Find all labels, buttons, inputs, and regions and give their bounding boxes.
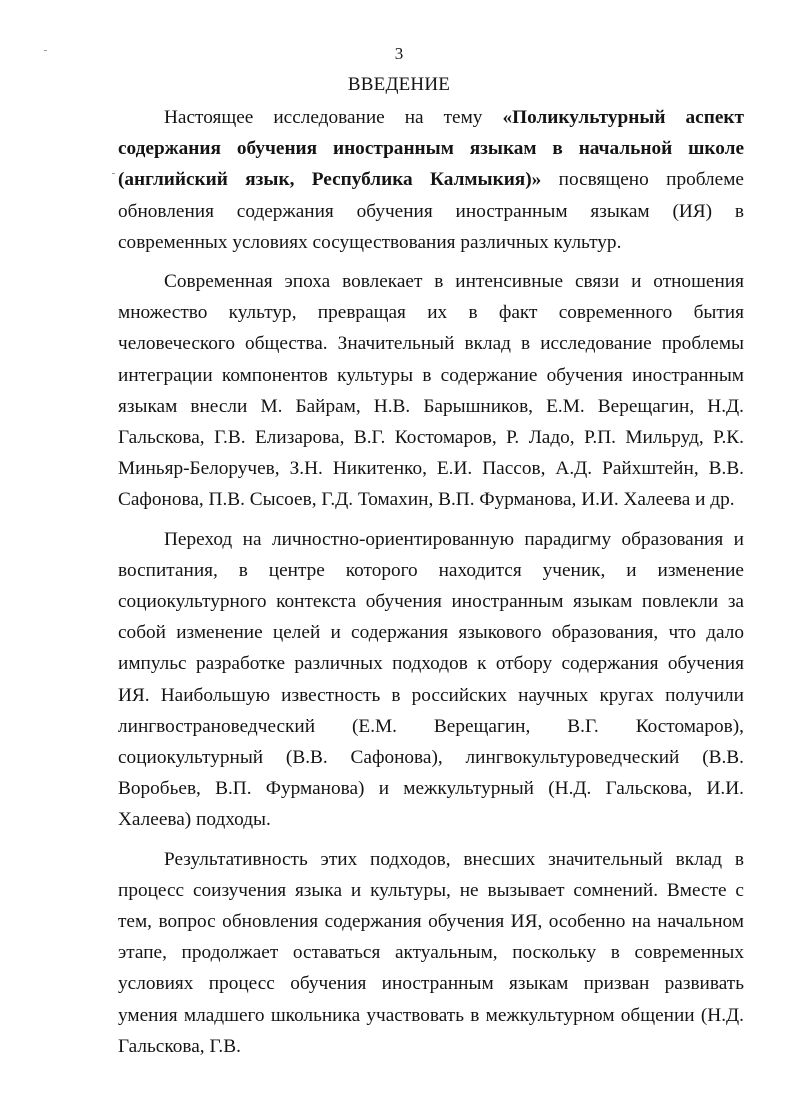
paragraph-approaches-results: Результативность этих подходов, внесших значительный вклад в процесс соизучения языка и культуры, не вызывает сомнений. Вместе с тем, вопрос обновления содержания обучения ИЯ, особенно на начальном этапе, продолжает оставаться актуальным, поскольку в современных условиях процесс обучения иностранным языкам призван развивать умения младшего школьника участвовать в межкультурном общении (Н.Д. Гальскова, Г.В. bbox=[118, 848, 744, 1057]
page-number: 3 bbox=[394, 44, 404, 63]
topic-description-text: посвящено проблеме обновления содержания обучения иностранным языкам (ИЯ) в современных условиях сосуществования различных культур. bbox=[118, 169, 744, 253]
research-topic-title: «Поликультурный аспект содержания обучения иностранным языкам в начальной школе (английский язык, Республика Калмыкия)» bbox=[118, 107, 744, 191]
body-text bbox=[118, 102, 744, 1062]
paragraph-modern-era: Современная эпоха вовлекает в интенсивные связи и отношения множество культур, превращая их в факт современного бытия человеческого общества. Значительный вклад в исследование проблемы интеграции компонентов культуры в содержание обучения иностранным языкам внесли М. Байрам, Н.В. Барышников, Е.М. Верещагин, Н.Д. Гальскова, Г.В. Елизарова, В.Г. Костомаров, Р. Ладо, Р.П. Мильруд, Р.К. Миньяр-Белоручев, З.Н. Никитенко, Е.И. Пассов, А.Д. Райхштейн, В.В. Сафонова, П.В. Сысоев, Г.Д. Томахин, В.П. Фурманова, И.И. Халеева и др. bbox=[118, 271, 744, 511]
paragraph-paradigm-shift: Переход на личностно-ориентированную парадигму образования и воспитания, в центре которого находится ученик, и изменение социокультурного контекста обучения иностранным языкам повлекли за собой изменение целей и содержания языкового образования, что дало импульс разработке различных подходов к отбору содержания обучения ИЯ. Наибольшую известность в российских научных кругах получили лингвострановедческий (Е.М. Верещагин, В.Г. Костомаров), социокультурный (В.В. Сафонова), лингвокультуроведческий (В.В. Воробьев, В.П. Фурманова) и межкультурный (Н.Д. Гальскова, И.И. Халеева) подходы. bbox=[118, 528, 744, 831]
section-heading: ВВЕДЕНИЕ bbox=[347, 74, 451, 95]
topic-intro-text: Настоящее исследование на тему bbox=[164, 107, 503, 128]
scan-speck bbox=[112, 173, 115, 174]
paragraph-topic bbox=[118, 102, 744, 258]
